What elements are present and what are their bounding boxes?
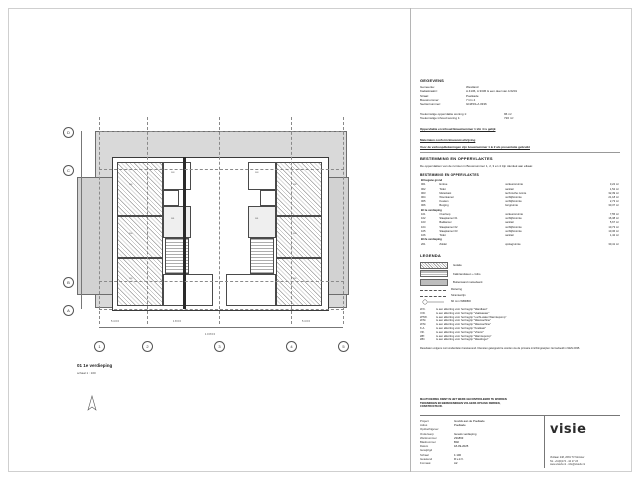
dimension-line-bottom <box>99 327 343 328</box>
cell-area: 2,73 m² <box>609 200 619 204</box>
legend-item-stramienlijn <box>420 293 620 297</box>
gegevens-label: Straat: <box>420 93 429 98</box>
cell-note: verkeersruimte <box>505 212 523 216</box>
room-overloop-left <box>163 206 191 238</box>
info-column <box>420 78 620 351</box>
address-line-3: www.visiebv.nl - info@visiebv.nl <box>550 463 585 467</box>
room-label-102-right: 102 <box>293 184 297 186</box>
cell-space: Keuken <box>439 200 449 204</box>
left-wing-outline <box>77 177 117 295</box>
cell-area: 10,36 m² <box>608 229 619 233</box>
cell-area: 30,37 m² <box>608 204 619 208</box>
grid-bubble-d: D <box>63 127 74 138</box>
title-value: A2 <box>454 460 458 465</box>
cell-code: 003 <box>421 191 426 195</box>
abbr-key: WD. <box>420 338 426 342</box>
cell-area: 32,39 m² <box>608 191 619 195</box>
title-key: Bladnummer <box>420 439 436 444</box>
cell-space: Berging <box>439 204 449 208</box>
abbr-text: is een afkorting voor het begrip "Vaatwasser" <box>436 311 490 315</box>
abbr-text: is een afkorting voor het begrip "Vriezer" <box>436 330 484 334</box>
room-toilet-right <box>260 190 276 206</box>
title-value: 231863 <box>454 435 464 440</box>
materialen-note: Materialen conform Bouwomschrijving <box>420 137 476 142</box>
abbr-key: WTW. <box>420 315 428 319</box>
room-label-101-left: 101 <box>171 218 175 220</box>
dimension-bottom-1: 5 4 0 0 <box>111 320 119 323</box>
legend-item-isolatie <box>420 262 620 269</box>
title-value: Gevels verdieping <box>454 431 477 436</box>
cell-area: 3,22 m² <box>609 183 619 187</box>
cell-code: 103 <box>421 221 426 225</box>
area-value: 96 m² <box>504 111 512 116</box>
abbr-text: is een afkorting voor het begrip "Wasmachine" <box>436 319 491 323</box>
gegevens-heading: GEGEVENS <box>420 78 445 83</box>
legend-label: Isolatie <box>453 263 462 268</box>
cell-note: sanitair <box>505 234 514 238</box>
cell-note: verblijfsruimte <box>505 225 522 229</box>
cell-code: 002 <box>421 187 426 191</box>
legend-label: Kalkzandsteen + Gibo <box>453 271 481 276</box>
title-row <box>420 461 542 465</box>
dimension-total: 1 0 8 0 0 <box>205 333 216 336</box>
cell-space: Zolder <box>439 242 448 246</box>
title-value: 1:100 <box>454 452 461 457</box>
room-slaapkamer-02-right <box>276 216 322 258</box>
cell-code: 105 <box>421 229 426 233</box>
cell-space: Entree <box>439 183 448 187</box>
room-slaapkamer-03-left <box>117 258 163 306</box>
bestemming-intro: De oppervlakten van de ruimten in Bouwnummer 1, 2, 3 en 4 zijn identiek aan elkaar. <box>420 164 533 169</box>
company-block <box>544 416 620 468</box>
room-label-105-right: 105 <box>293 278 297 280</box>
areas-table <box>420 179 620 247</box>
wbdbo-symbol-svg <box>420 299 446 305</box>
gridline-1 <box>99 117 100 324</box>
title-value: Goulds aan de Poelkade <box>454 419 485 423</box>
oppervlakte-link-note: Oppervlakte en inhoud Bouwnummer 1 t/m 4 is gelijk <box>420 127 496 132</box>
gridline-d <box>99 131 344 132</box>
abbr-text: is een afkorting voor het begrip "Warmtepomp" <box>436 334 492 338</box>
cell-space: Toilet <box>439 234 446 238</box>
abbr-key: V.W. <box>420 311 426 315</box>
abbr-key: W.M. <box>420 323 427 327</box>
gegevens-label: Bouwnummer: <box>420 98 440 103</box>
dimension-bottom-2: 1 8 0 0 <box>173 320 181 323</box>
legenda-footer-note: Resultaten volgens normonderdelen berekenend. Diensten gekoppeld te worden via de primaire inrichtingswijzen zie bedoeld in NEN 2935. <box>420 347 581 351</box>
kalkzandsteen-swatch-icon <box>420 270 448 277</box>
cell-area: 1,42 m² <box>609 234 619 238</box>
bestemming-subheading: BESTEMMING EN OPPERVLAKTES <box>420 172 479 177</box>
party-wall <box>183 157 186 309</box>
north-arrow-icon <box>85 395 99 415</box>
metselwerk-swatch-icon <box>420 279 448 286</box>
grid-bubble-3: 3 <box>214 341 225 352</box>
grid-bubble-a: A <box>63 305 74 316</box>
title-key: Getekend <box>420 456 433 461</box>
cell-code: 101 <box>421 212 426 216</box>
verkooptekening-note: Voor de verkoopdtekeningen zijn bouwnummer 1 & 2 als presentatie gebruikt <box>420 145 530 150</box>
area-label: Toekomstige inhoud woning 1: <box>420 116 461 121</box>
area-value: 720 m³ <box>504 116 514 121</box>
title-key: Formaat <box>420 460 431 465</box>
floor-plan-drawing <box>55 95 395 395</box>
area-group-heading: Bl 1e verdieping <box>421 208 442 212</box>
company-logo: visie <box>550 422 587 437</box>
cell-space: Overloop <box>439 212 451 216</box>
cell-space: Toilet <box>439 187 446 191</box>
gegevens-label: Sectie/nummer: <box>420 102 442 107</box>
gridline-5 <box>343 117 344 324</box>
room-label-103-left: 103 <box>171 172 175 174</box>
legend-item-wbdbo <box>420 299 620 304</box>
area-group-heading: Bl 2e verdieping <box>421 238 442 242</box>
cell-code: 004 <box>421 196 426 200</box>
room-label-103-right: 103 <box>255 172 259 174</box>
legenda-heading: LEGENDA <box>420 252 441 258</box>
room-slaapkamer-01-right <box>276 162 322 216</box>
room-label-105-left: 105 <box>129 278 133 280</box>
title-value: 18-09-2025 <box>454 444 469 449</box>
legend-label: Riolering <box>451 287 463 292</box>
cell-note: verblijfsruimte <box>505 196 522 200</box>
cell-area: 30,41 m² <box>608 242 619 246</box>
area-row-inhoud <box>420 116 620 120</box>
isolatie-swatch-icon <box>420 262 448 269</box>
cell-code: 005 <box>421 200 426 204</box>
abbr-key: VR. <box>420 330 425 334</box>
room-badkamer-right <box>248 162 276 190</box>
gridline-2 <box>147 117 148 324</box>
plan-extents <box>67 117 362 352</box>
plan-title: 01 1e verdieping <box>77 363 113 368</box>
legend-label: Buitenwand metselwerk <box>453 280 483 285</box>
abbr-text: is een afkorting voor het begrip "Wasmachine" <box>436 323 491 327</box>
cell-space: Slaapkamer 02 <box>439 225 458 229</box>
cell-space: Slaapkamer 01 <box>439 217 458 221</box>
grid-bubble-4: 4 <box>286 341 297 352</box>
cell-area: 10,73 m² <box>608 225 619 229</box>
cell-note: verblijfsruimte <box>505 217 522 221</box>
abbr-key: W.K. <box>420 308 426 312</box>
cell-code: 201 <box>421 242 426 246</box>
cell-note: opslagruimte <box>505 242 521 246</box>
sheet-fold-line <box>410 8 411 472</box>
cell-space: Woonkamer <box>439 196 454 200</box>
room-badkamer-left <box>163 162 191 190</box>
cell-note: verkeersruimte <box>505 183 523 187</box>
abbr-text: is een afkorting voor het begrip "Lucht-water Warmtepomp" <box>436 315 507 319</box>
cell-area: 5,67 m² <box>609 221 619 225</box>
title-block-fields <box>420 416 544 468</box>
legend-item-kalkzandsteen <box>420 270 620 277</box>
gegevens-row <box>420 102 620 106</box>
abbr-key: WP. <box>420 334 425 338</box>
cell-area: 21,18 m² <box>608 196 619 200</box>
legend-label: 60 mm WBDBO <box>451 299 471 303</box>
warning-block <box>420 398 620 409</box>
interior-plan <box>112 157 329 311</box>
title-value: R.v.d.V. <box>454 456 464 461</box>
stair-right <box>250 238 274 274</box>
cell-note: technische ruimte <box>505 191 527 195</box>
cell-area: 7,55 m² <box>609 212 619 216</box>
grid-bubble-5: 5 <box>338 341 349 352</box>
divider <box>420 152 620 153</box>
cell-code: 102 <box>421 217 426 221</box>
company-address <box>550 456 585 467</box>
room-balcony-left <box>163 274 213 306</box>
gegevens-value: Poelkade <box>466 93 479 98</box>
title-key: Datum <box>420 444 429 449</box>
address-line-1: Vlotlaan 248, 2681 TV Monster <box>550 456 585 460</box>
gridline-a <box>99 309 344 310</box>
title-key: Onderwerp <box>420 431 434 436</box>
title-key: Gewijzigd <box>420 448 433 453</box>
abbr-text: is een afkorting voor het begrip "Wasdroger" <box>436 338 489 342</box>
room-slaapkamer-01-left <box>117 162 163 216</box>
cell-note: verblijfsruimte <box>505 200 522 204</box>
cell-area: 1,52 m² <box>609 187 619 191</box>
dimension-line-left <box>81 131 82 309</box>
dimension-bottom-3: 5 4 0 0 <box>302 320 310 323</box>
room-slaapkamer-02-left <box>117 216 163 258</box>
cell-code: 006 <box>421 204 426 208</box>
title-block <box>420 415 620 468</box>
warning-line-1: MAATVOERING DIENT IN HET WERK GECONTROLEERD TE WORDEN <box>420 398 507 401</box>
address-line-2: Tel. +31(0)174 - 44 17 23 <box>550 459 579 463</box>
room-overloop-right <box>248 206 276 238</box>
title-key: Adres <box>420 423 428 428</box>
legend-item-metselwerk <box>420 279 620 286</box>
warning-line-3: CONSTRUCTEUR. <box>420 405 443 409</box>
title-key: Werknummer <box>420 435 437 440</box>
cell-code: 106 <box>421 234 426 238</box>
cell-space: Badkamer <box>439 221 452 225</box>
room-label-104-left: 104 <box>129 233 133 235</box>
gegevens-value: 7 t/m 4 <box>466 98 476 103</box>
room-toilet-left <box>163 190 179 206</box>
gridline-4 <box>291 117 292 324</box>
grid-bubble-b: B <box>63 277 74 288</box>
cell-space: Meterkast <box>439 191 452 195</box>
room-label-104-right: 104 <box>293 233 297 235</box>
title-value: Poelkade <box>454 423 466 428</box>
cell-note: sanitair <box>505 221 514 225</box>
gegevens-value: GNZSS-A 3336 <box>466 102 487 107</box>
plan-scale: schaal 1 : 100 <box>77 371 96 375</box>
area-group-heading: Bl begane grond <box>421 179 443 183</box>
gridline-b <box>99 281 344 282</box>
cell-note: verblijfsruimte <box>505 229 522 233</box>
cell-space: Slaapkamer 03 <box>439 229 458 233</box>
gegevens-label: Gemeente: <box>420 85 435 89</box>
room-label-101-right: 101 <box>255 218 259 220</box>
room-label-102-left: 102 <box>129 184 133 186</box>
gegevens-value: A 4136, A 3336 & een deel van A 6201 <box>466 89 518 94</box>
gridline-3 <box>219 117 220 324</box>
abbr-key: W.M. <box>420 319 427 323</box>
bestemming-heading: BESTEMMING EN OPPERVLAKTES <box>420 156 493 162</box>
title-key: Schaal <box>420 452 429 457</box>
abbr-text: is een afkorting voor het begrip "Koelkast" <box>436 327 486 330</box>
grid-bubble-2: 2 <box>142 341 153 352</box>
cell-note: bergruimte <box>505 204 519 208</box>
title-value: B02 <box>454 439 459 444</box>
room-balcony-right <box>226 274 276 306</box>
legend-item-riolering <box>420 287 620 291</box>
grid-bubble-c: C <box>63 165 74 176</box>
north-arrow-svg <box>85 395 99 413</box>
grid-bubble-1: 1 <box>94 341 105 352</box>
stramienlijn-swatch-icon <box>420 296 446 297</box>
gegevens-label: Kadastraalnr: <box>420 89 438 94</box>
area-label: Toekomstige oppervlakte woning 1: <box>420 111 467 116</box>
cell-area: 16,38 m² <box>608 217 619 221</box>
room-slaapkamer-03-right <box>276 258 322 306</box>
riolering-swatch-icon <box>420 290 446 291</box>
wbdbo-swatch-icon <box>420 299 446 304</box>
gridline-c <box>99 169 344 170</box>
cell-note: sanitair <box>505 187 514 191</box>
title-key: Opdrachtgever <box>420 427 439 432</box>
legend-label: Stramienlijn <box>451 292 466 297</box>
abbr-key: K.A. <box>420 327 426 330</box>
title-key: Project <box>420 419 429 423</box>
cell-code: 001 <box>421 183 426 187</box>
warning-line-2: TEKENINGEN EN BEREKENINGEN VOLGENS OPGAVE DERDEN, <box>420 401 501 405</box>
gegevens-value: Westland <box>466 85 479 89</box>
cell-code: 104 <box>421 225 426 229</box>
abbr-text: is een afkorting voor het begrip "Wandkast" <box>436 308 488 312</box>
